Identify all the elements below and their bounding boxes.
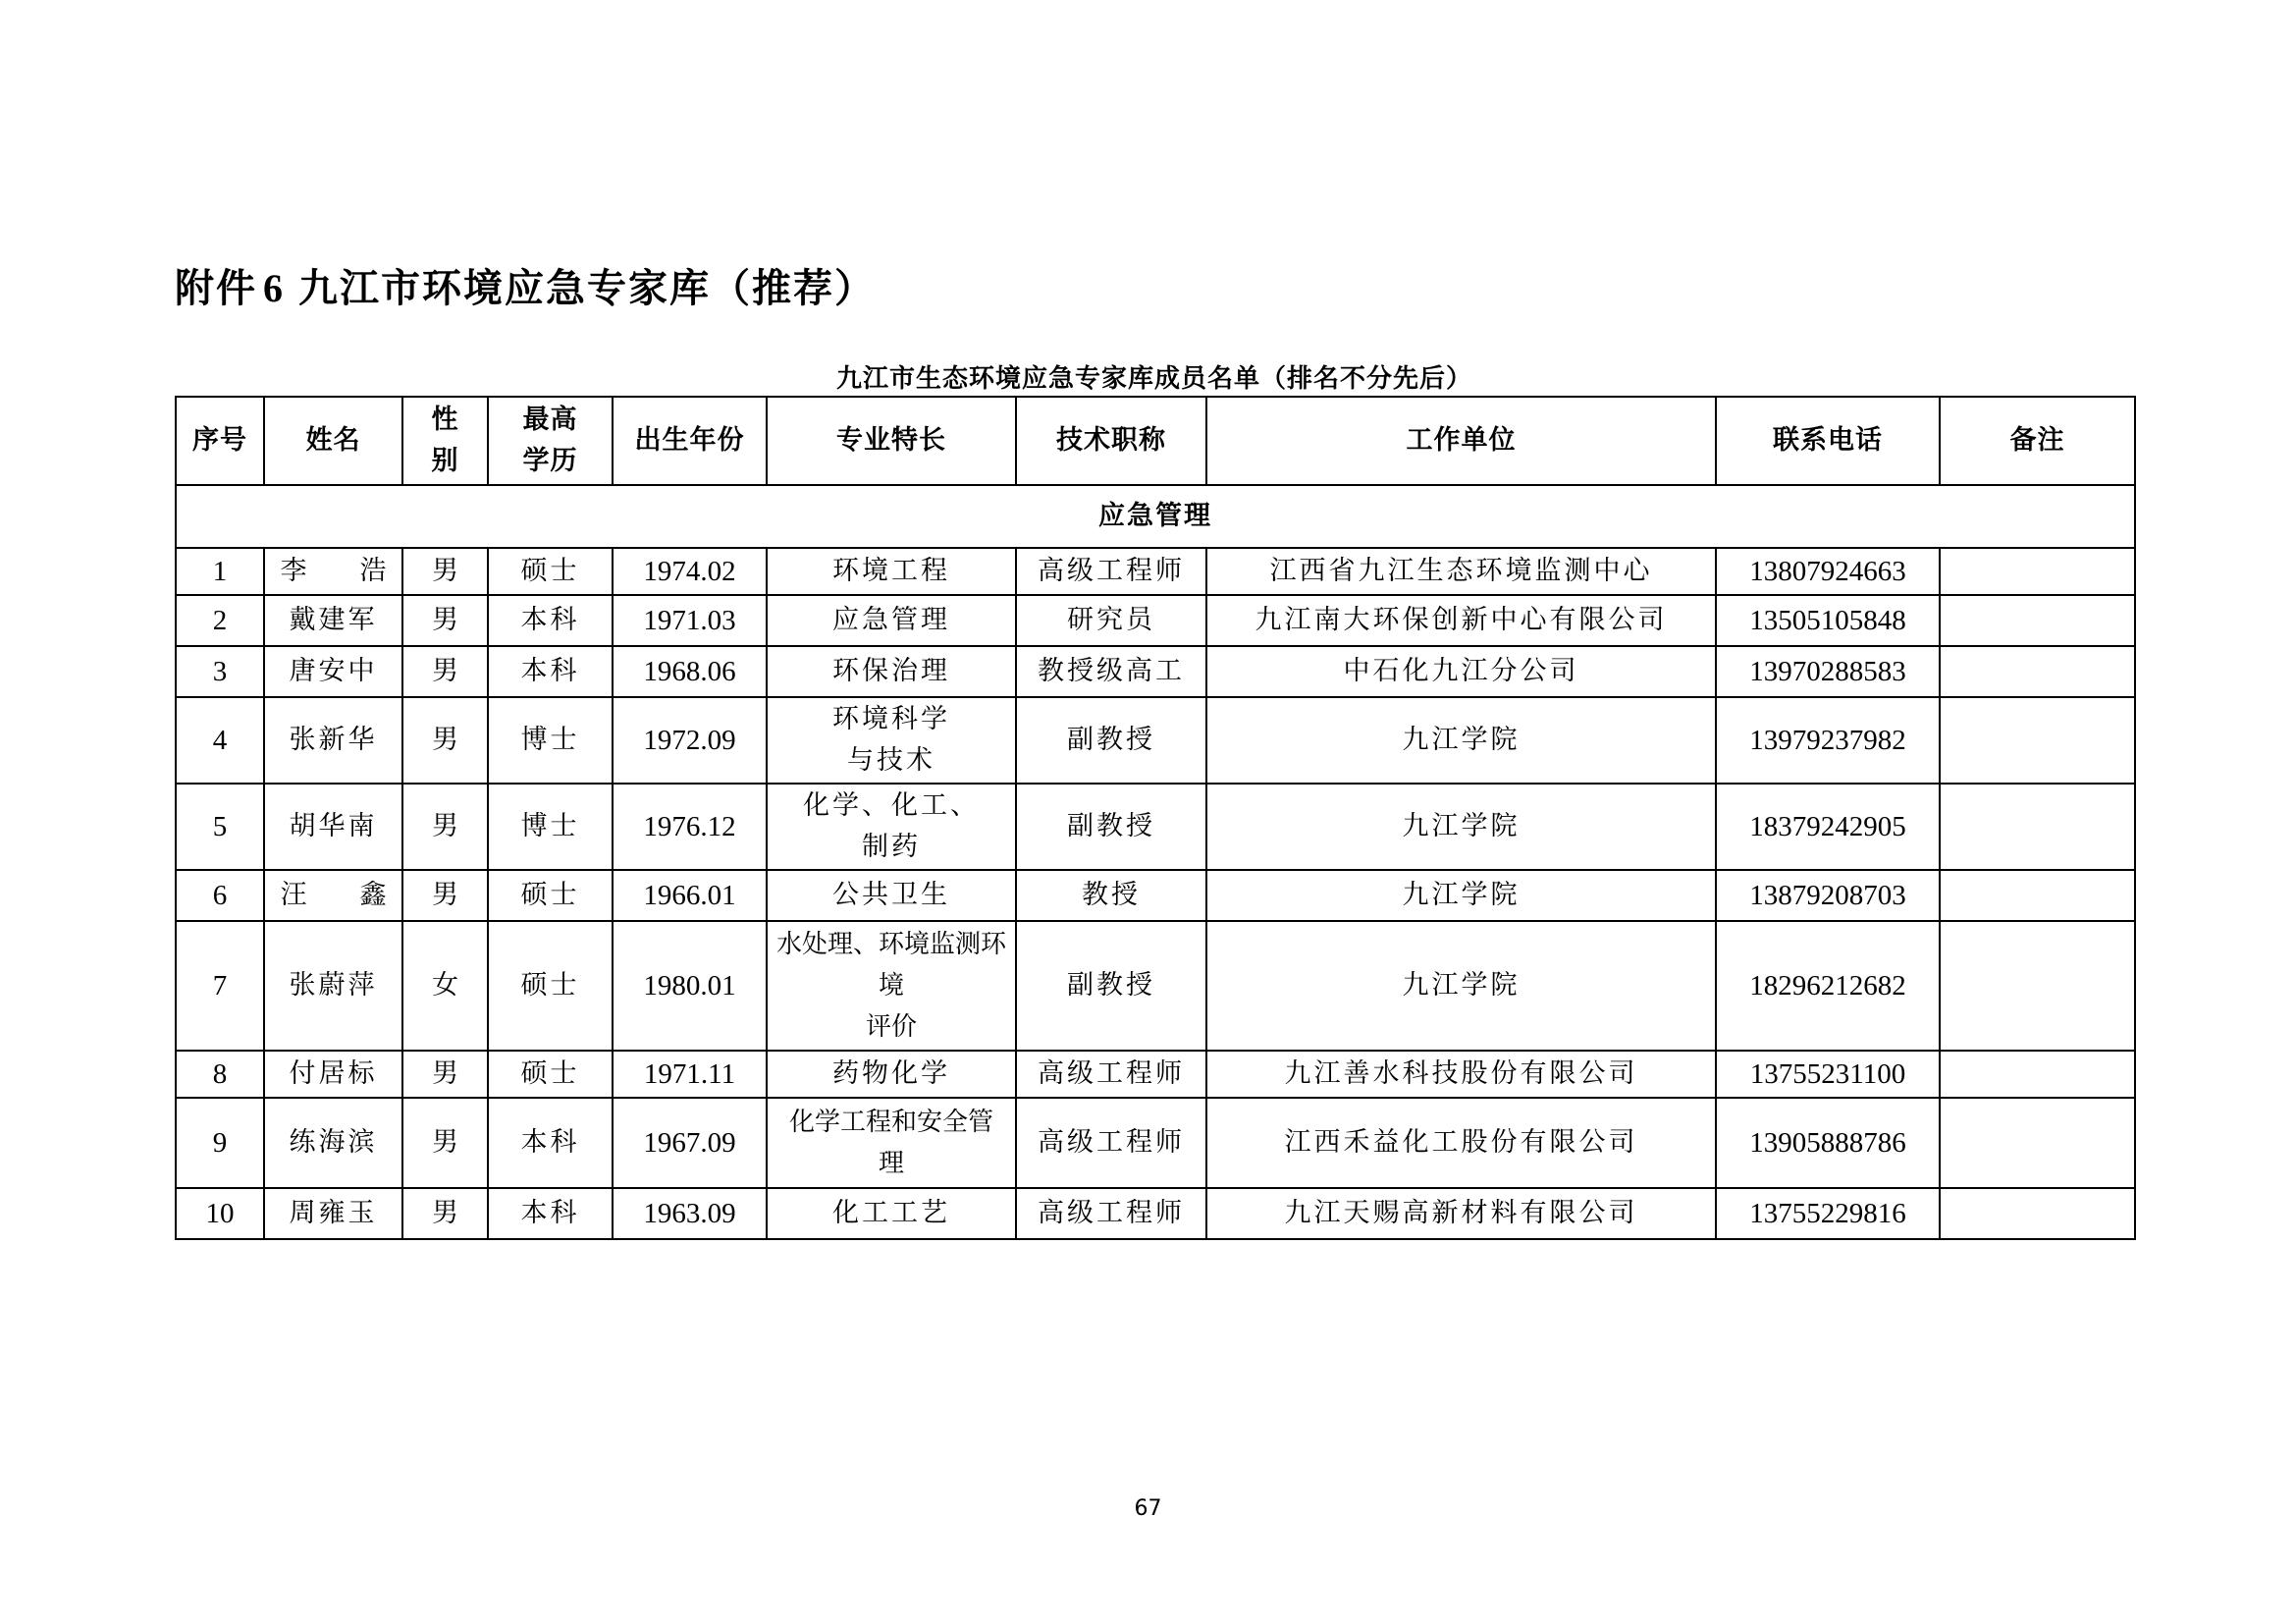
table-caption: 九江市生态环境应急专家库成员名单（排名不分先后）	[835, 364, 1472, 394]
cell-title: 高级工程师	[1016, 548, 1206, 595]
cell-remark	[1940, 697, 2135, 784]
cell-education: 博士	[488, 697, 613, 784]
cell-name: 胡华南	[264, 784, 402, 870]
table-header-row	[176, 397, 2135, 485]
expert-roster-table	[175, 396, 2136, 1240]
cell-employer: 江西禾益化工股份有限公司	[1206, 1098, 1716, 1188]
cell-seq: 1	[176, 548, 264, 595]
cell-gender: 男	[402, 646, 488, 697]
table-row	[176, 1051, 2135, 1098]
cell-name: 练海滨	[264, 1098, 402, 1188]
cell-specialty: 化工工艺	[767, 1188, 1016, 1239]
cell-remark	[1940, 1188, 2135, 1239]
cell-gender: 男	[402, 548, 488, 595]
cell-phone: 13755229816	[1716, 1188, 1940, 1239]
cell-employer: 九江学院	[1206, 870, 1716, 921]
cell-specialty: 化学、化工、 制药	[767, 784, 1016, 870]
table-row	[176, 921, 2135, 1051]
cell-education: 硕士	[488, 921, 613, 1051]
cell-phone: 13505105848	[1716, 595, 1940, 646]
cell-seq: 6	[176, 870, 264, 921]
cell-gender: 男	[402, 1188, 488, 1239]
cell-specialty: 环保治理	[767, 646, 1016, 697]
cell-phone: 13905888786	[1716, 1098, 1940, 1188]
cell-title: 高级工程师	[1016, 1098, 1206, 1188]
cell-phone: 13807924663	[1716, 548, 1940, 595]
cell-title: 高级工程师	[1016, 1188, 1206, 1239]
cell-birth: 1980.01	[613, 921, 767, 1051]
cell-seq: 3	[176, 646, 264, 697]
cell-birth: 1972.09	[613, 697, 767, 784]
table-row	[176, 595, 2135, 646]
cell-phone: 13979237982	[1716, 697, 1940, 784]
title-number: 6	[263, 266, 285, 310]
table-row	[176, 646, 2135, 697]
cell-phone: 18379242905	[1716, 784, 1940, 870]
cell-name: 周雍玉	[264, 1188, 402, 1239]
cell-title: 副教授	[1016, 921, 1206, 1051]
document-title	[175, 257, 876, 313]
cell-seq: 10	[176, 1188, 264, 1239]
cell-gender: 男	[402, 784, 488, 870]
cell-seq: 8	[176, 1051, 264, 1098]
cell-education: 本科	[488, 595, 613, 646]
cell-specialty: 化学工程和安全管 理	[767, 1098, 1016, 1188]
cell-education: 本科	[488, 646, 613, 697]
cell-education: 本科	[488, 1098, 613, 1188]
cell-remark	[1940, 870, 2135, 921]
cell-birth: 1968.06	[613, 646, 767, 697]
cell-name: 唐安中	[264, 646, 402, 697]
cell-phone: 13755231100	[1716, 1051, 1940, 1098]
title-main: 九江市环境应急专家库（推荐）	[298, 266, 876, 311]
cell-specialty: 药物化学	[767, 1051, 1016, 1098]
cell-remark	[1940, 1051, 2135, 1098]
cell-birth: 1963.09	[613, 1188, 767, 1239]
cell-remark	[1940, 1098, 2135, 1188]
cell-specialty: 环境科学 与技术	[767, 697, 1016, 784]
header-name: 姓名	[264, 397, 402, 485]
cell-remark	[1940, 646, 2135, 697]
cell-gender: 男	[402, 595, 488, 646]
cell-name: 付居标	[264, 1051, 402, 1098]
cell-employer: 九江善水科技股份有限公司	[1206, 1051, 1716, 1098]
header-employer: 工作单位	[1206, 397, 1716, 485]
cell-title: 教授	[1016, 870, 1206, 921]
cell-gender: 男	[402, 1051, 488, 1098]
cell-employer: 九江学院	[1206, 921, 1716, 1051]
table-row	[176, 697, 2135, 784]
cell-title: 高级工程师	[1016, 1051, 1206, 1098]
cell-remark	[1940, 784, 2135, 870]
cell-seq: 7	[176, 921, 264, 1051]
cell-seq: 4	[176, 697, 264, 784]
page-number: 67	[1134, 1496, 1162, 1521]
header-education: 最高 学历	[488, 397, 613, 485]
header-specialty: 专业特长	[767, 397, 1016, 485]
cell-phone: 13879208703	[1716, 870, 1940, 921]
cell-remark	[1940, 548, 2135, 595]
cell-title: 研究员	[1016, 595, 1206, 646]
cell-remark	[1940, 595, 2135, 646]
cell-specialty: 水处理、环境监测环 境 评价	[767, 921, 1016, 1051]
cell-gender: 女	[402, 921, 488, 1051]
cell-gender: 男	[402, 1098, 488, 1188]
cell-employer: 九江南大环保创新中心有限公司	[1206, 595, 1716, 646]
cell-education: 本科	[488, 1188, 613, 1239]
cell-birth: 1967.09	[613, 1098, 767, 1188]
cell-education: 硕士	[488, 548, 613, 595]
cell-phone: 18296212682	[1716, 921, 1940, 1051]
cell-education: 硕士	[488, 1051, 613, 1098]
header-remark: 备注	[1940, 397, 2135, 485]
cell-title: 副教授	[1016, 697, 1206, 784]
header-phone: 联系电话	[1716, 397, 1940, 485]
table-row	[176, 784, 2135, 870]
cell-title: 副教授	[1016, 784, 1206, 870]
header-title: 技术职称	[1016, 397, 1206, 485]
cell-specialty: 应急管理	[767, 595, 1016, 646]
header-seq: 序号	[176, 397, 264, 485]
cell-birth: 1971.03	[613, 595, 767, 646]
table-row	[176, 1098, 2135, 1188]
cell-gender: 男	[402, 870, 488, 921]
header-gender: 性 别	[402, 397, 488, 485]
cell-employer: 九江学院	[1206, 697, 1716, 784]
cell-name: 李 浩	[264, 548, 402, 595]
cell-birth: 1971.11	[613, 1051, 767, 1098]
cell-employer: 九江学院	[1206, 784, 1716, 870]
cell-employer: 九江天赐高新材料有限公司	[1206, 1188, 1716, 1239]
cell-name: 戴建军	[264, 595, 402, 646]
cell-seq: 2	[176, 595, 264, 646]
section-label: 应急管理	[176, 485, 2135, 548]
table-row	[176, 1188, 2135, 1239]
cell-seq: 9	[176, 1098, 264, 1188]
cell-remark	[1940, 921, 2135, 1051]
cell-education: 博士	[488, 784, 613, 870]
cell-birth: 1966.01	[613, 870, 767, 921]
cell-education: 硕士	[488, 870, 613, 921]
header-birth: 出生年份	[613, 397, 767, 485]
cell-employer: 中石化九江分公司	[1206, 646, 1716, 697]
section-row	[176, 485, 2135, 548]
cell-specialty: 环境工程	[767, 548, 1016, 595]
cell-name: 汪 鑫	[264, 870, 402, 921]
title-prefix: 附件	[175, 266, 257, 311]
cell-birth: 1974.02	[613, 548, 767, 595]
cell-gender: 男	[402, 697, 488, 784]
cell-name: 张蔚萍	[264, 921, 402, 1051]
table-row	[176, 548, 2135, 595]
cell-birth: 1976.12	[613, 784, 767, 870]
cell-title: 教授级高工	[1016, 646, 1206, 697]
cell-specialty: 公共卫生	[767, 870, 1016, 921]
cell-seq: 5	[176, 784, 264, 870]
cell-phone: 13970288583	[1716, 646, 1940, 697]
table-row	[176, 870, 2135, 921]
cell-employer: 江西省九江生态环境监测中心	[1206, 548, 1716, 595]
cell-name: 张新华	[264, 697, 402, 784]
